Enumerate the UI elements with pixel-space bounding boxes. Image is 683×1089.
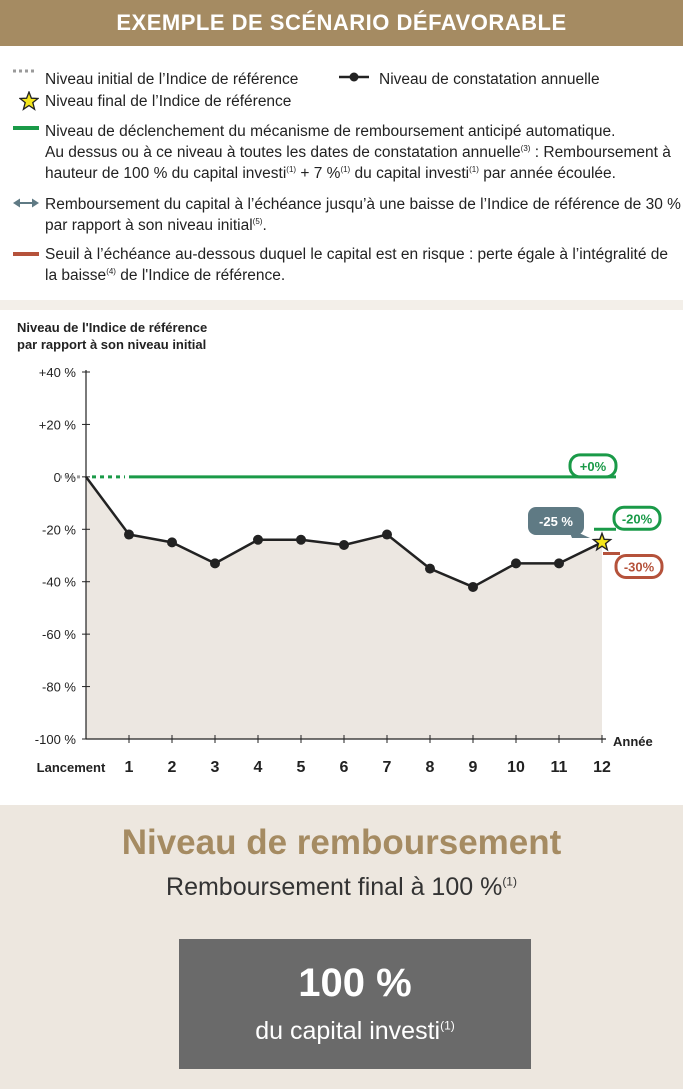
legend-initial-label: Niveau initial de l’Indice de référence bbox=[45, 71, 299, 88]
legend-annual-label: Niveau de constatation annuelle bbox=[379, 71, 600, 88]
x-tick-label: 11 bbox=[550, 759, 568, 776]
final-callout-label: -25 % bbox=[539, 514, 573, 529]
x-tick-label: 10 bbox=[507, 759, 525, 776]
legend-trigger-line-2: Au dessus ou à ce niveau à toutes les dates de constatation annuelle$^{(3)}$ : Remboursement à bbox=[45, 143, 671, 161]
x-axis-title: Année bbox=[613, 734, 653, 749]
green-line-icon bbox=[12, 125, 40, 131]
result-title: Niveau de remboursement bbox=[121, 823, 562, 862]
x-tick-label: 5 bbox=[296, 759, 306, 776]
line-chart bbox=[0, 310, 683, 805]
data-point bbox=[296, 535, 306, 545]
data-point bbox=[167, 537, 177, 547]
x-tick-label: 3 bbox=[210, 759, 220, 776]
x-tick-label: 7 bbox=[382, 759, 392, 776]
result-subtitle: Remboursement final à 100 %$^{(1)}$ bbox=[166, 873, 517, 901]
data-point bbox=[382, 530, 392, 540]
result-caption: du capital investi$^{(1)}$ bbox=[255, 1017, 455, 1045]
rust-line-icon bbox=[12, 251, 40, 257]
result-panel bbox=[0, 805, 683, 1089]
legend-trigger-line-3: hauteur de 100 % du capital investi$^{(1)}$ + 7 %$^{(1)}$ du capital investi$^{(1)}$ par année écoulée. bbox=[45, 164, 616, 182]
trigger-badge-label: +0% bbox=[579, 458, 607, 474]
legend-trigger-line-1: Niveau de déclenchement du mécanisme de remboursement anticipé automatique. bbox=[45, 123, 616, 140]
legend-risk-line-2: la baisse$^{(4)}$ de l'Indice de référence. bbox=[45, 266, 286, 284]
protection-badge-label: -20% bbox=[621, 511, 653, 527]
double-arrow-icon bbox=[12, 197, 40, 209]
y-axis-title-line-1: Niveau de l'Indice de référence bbox=[17, 320, 208, 335]
divider bbox=[0, 300, 683, 310]
x-start-label: Lancement bbox=[36, 760, 106, 775]
x-tick-label: 2 bbox=[167, 759, 177, 776]
data-point bbox=[425, 564, 435, 574]
result-box bbox=[179, 939, 531, 1069]
data-point bbox=[468, 582, 478, 592]
x-tick-label: 6 bbox=[339, 759, 349, 776]
legend-protection-line-1: Remboursement du capital à l’échéance jusqu’à une baisse de l’Indice de référence de 30 % bbox=[45, 196, 681, 213]
star-icon bbox=[19, 91, 39, 111]
dotted-line-icon bbox=[12, 68, 38, 74]
data-point bbox=[554, 558, 564, 568]
y-tick-label: +40 % bbox=[38, 365, 76, 380]
legend-final-label: Niveau final de l’Indice de référence bbox=[45, 93, 292, 110]
y-tick-label: -20 % bbox=[42, 522, 76, 538]
y-tick-label: -100 % bbox=[34, 732, 76, 747]
y-tick-label: -80 % bbox=[42, 679, 76, 695]
y-tick-label: -40 % bbox=[42, 574, 76, 590]
area-fill bbox=[86, 477, 602, 739]
result-value: 100 % bbox=[298, 961, 412, 1005]
y-tick-label: -60 % bbox=[42, 627, 76, 643]
data-point bbox=[511, 558, 521, 568]
x-tick-label: 8 bbox=[425, 759, 435, 776]
y-tick-label: +20 % bbox=[38, 417, 76, 433]
data-point bbox=[210, 558, 220, 568]
y-tick-label: 0 % bbox=[53, 469, 76, 485]
legend-risk-line-1: Seuil à l’échéance au-dessous duquel le capital est en risque : perte égale à l’intégralité de bbox=[45, 246, 668, 263]
x-tick-label: 9 bbox=[468, 759, 478, 776]
x-tick-label: 4 bbox=[253, 759, 263, 776]
data-point bbox=[339, 540, 349, 550]
x-tick-label: 1 bbox=[124, 759, 134, 776]
legend-protection-line-2: par rapport à son niveau initial$^{(5)}$. bbox=[45, 216, 267, 234]
risk-badge-label: -30% bbox=[623, 559, 655, 575]
data-point bbox=[253, 535, 263, 545]
marker-line-icon bbox=[338, 71, 370, 83]
x-tick-label: 12 bbox=[593, 759, 611, 776]
page-title: EXEMPLE DE SCÉNARIO DÉFAVORABLE bbox=[0, 0, 683, 46]
y-axis-title-line-2: par rapport à son niveau initial bbox=[17, 337, 207, 352]
data-point bbox=[124, 530, 134, 540]
